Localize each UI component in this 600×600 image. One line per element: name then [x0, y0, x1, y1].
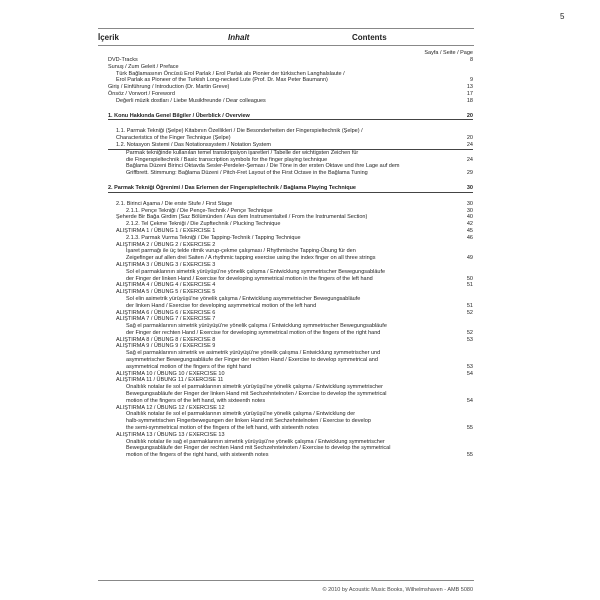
toc-entry: [108, 432, 473, 439]
toc-entry: [108, 262, 473, 269]
toc-entry-title: Bewegungsabläufe der Finger der rechten Hand mit Sechzehntelnoten / Exercise to develop the symmetrical: [126, 445, 391, 452]
toc-entry-title: Erol Parlak as Pioneer of the Turkish Long-necked Lute (Prof. Dr. Max Peter Baumann): [116, 77, 328, 84]
toc-entry: [108, 142, 473, 150]
toc-entry: [108, 84, 473, 91]
toc-entry-title: der Finger der linken Hand / Exercise for developing symmetrical motion in the fingers of the left hand: [126, 275, 373, 282]
toc-entry-page: 17: [466, 90, 473, 97]
toc-entry-title: Onaltılık notalar ile sağ el parmaklarının simetrik yürüyüşü'ne yönelik çalışma / Entwicklung symmetrischer: [126, 438, 385, 445]
toc-entry-title: ALIŞTIRMA 8 / ÜBUNG 8 / EXERCISE 8: [116, 336, 216, 343]
toc-entry-title: Şeherde Bir Bağa Girdim (Saz Bölümünden / Aus dem Instrumentalteil / From the Instrumental Section): [116, 214, 368, 221]
toc-entry: [108, 128, 473, 135]
page-number: 5: [560, 12, 565, 21]
toc-entry-title: halb-symmetrischen Fingerbewegungen der linken Hand mit Sechzehntelnoten / Exercise to develop: [126, 418, 371, 425]
toc-entry-page: 30: [466, 184, 473, 191]
toc-entry: [108, 439, 473, 446]
toc-entry-title: der Finger der rechten Hand / Exercise for developing symmetrical motion of the fingers of the right hand: [126, 329, 381, 336]
toc-entry-page: 53: [466, 336, 473, 343]
header-german: Inhalt: [228, 33, 250, 42]
toc-entry-page: 53: [466, 363, 473, 370]
toc-entry: [108, 289, 473, 296]
toc-entry-title: Sunuş / Zum Geleit / Preface: [108, 63, 179, 70]
toc-entry-title: Onaltılık notalar ile sol el parmaklarının simetrik yürüyüşü'ne yönelik çalışma / Entwicklung der: [126, 411, 356, 418]
toc-entry-title: ALIŞTIRMA 7 / ÜBUNG 7 / EXERCISE 7: [116, 316, 216, 323]
header-rule: [98, 45, 474, 46]
toc-entry-title: ALIŞTIRMA 6 / ÜBUNG 6 / EXERCISE 6: [116, 309, 216, 316]
toc-entry: [108, 170, 473, 177]
toc-entry-title: Önsöz / Vorwort / Foreword: [108, 90, 175, 97]
toc-entry-title: ALIŞTIRMA 13 / ÜBUNG 13 / EXERCISE 13: [116, 431, 225, 438]
toc-entry: [108, 350, 473, 357]
toc-entry-title: Griffbrett. Stimmung: Bağlama Düzeni / Pitch-Fret Layout of the First Octave in the Bağlama Tuning: [126, 170, 368, 177]
toc-entry-title: der linken Hand / Exercise for developing asymmetrical motion of the left hand: [126, 302, 317, 309]
toc-entry-page: 8: [469, 57, 473, 63]
toc-entry-title: 2.1.1. Pençe Tekniği / Die Pençe-Technik / Pençe Technique: [126, 207, 273, 214]
toc-entry-page: 30: [466, 200, 473, 207]
toc-entry-title: Zeigefinger auf allen drei Saiten / A rhythmic tapping exercise using the index finger on all three strings: [126, 255, 376, 262]
toc-entry-title: Sağ el parmaklarının simetrik ve asimetrik yürüyüşü'ne yönelik çalışma / Entwicklung symmetrischer und: [126, 350, 381, 357]
toc-entry-page: 20: [466, 135, 473, 142]
toc-entry: [108, 445, 473, 452]
toc-entry-title: the semi-symmetrical motion of the fingers of the left hand, with sixteenth notes: [126, 425, 319, 432]
toc-entry: [108, 357, 473, 364]
toc-entry-page: 54: [466, 370, 473, 377]
toc-entry-title: motion of the fingers of the left hand, with sixteenth notes: [126, 397, 266, 404]
toc-entry: [108, 323, 473, 330]
toc-entry-title: Giriş / Einführung / Introduction (Dr. Martin Greve): [108, 84, 230, 91]
toc-entry-title: Sol elin asimetrik yürüyüşü'ne yönelik çalışma / Entwicklung asymmetrischer Bewegungsabläufe: [126, 295, 361, 302]
toc-entry-page: 13: [466, 84, 473, 91]
toc-entry: [108, 71, 473, 78]
toc-entry-title: 2.1.2. Tel Çekme Tekniği / Die Zupftechnik / Plucking Technique: [126, 221, 281, 228]
toc-entry-page: 9: [469, 77, 473, 84]
toc-entry: [108, 91, 473, 98]
toc-entry-title: Değerli müzik dostları / Liebe Musikfreunde / Dear colleagues: [116, 97, 266, 104]
toc-entry-page: 51: [466, 302, 473, 309]
toc-entry: [108, 405, 473, 412]
toc-entry: [108, 163, 473, 170]
toc-entry: [108, 343, 473, 350]
header-english: Contents: [352, 33, 387, 42]
toc-entry: [108, 418, 473, 425]
toc-entry-title: die Fingerspieltechnik / Basic transcription symbols for the finger playing technique: [126, 156, 328, 163]
toc-entry: [108, 303, 473, 310]
toc-entry: [108, 135, 473, 142]
toc-entry: [108, 248, 473, 255]
toc-entry-page: 42: [466, 221, 473, 228]
toc-list: [108, 57, 473, 459]
toc-entry-title: Bağlama Düzeni Birinci Oktavda Sesler-Perdeler-Şeması / Die Töne in der ersten Oktave und ihre Lage auf dem: [126, 163, 400, 170]
toc-entry: [108, 452, 473, 459]
toc-entry: [108, 228, 473, 235]
toc-entry: [108, 221, 473, 228]
toc-entry-title: Sol el parmaklarının simetrik yürüyüşü'ne yönelik çalışma / Entwicklung symmetrischer Bewegungsabläufe: [126, 268, 386, 275]
toc-entry-page: 50: [466, 275, 473, 282]
toc-entry: [108, 384, 473, 391]
toc-entry: [108, 364, 473, 371]
toc-entry-title: İşaret parmağı ile üç telde ritmik vurup-çekme çalışması / Rhythmische Tapping-Übung für den: [126, 248, 356, 255]
toc-entry-page: 55: [466, 452, 473, 459]
toc-entry-title: 2.1.3. Parmak Vurma Tekniği / Die Tapping-Technik / Tapping Technique: [126, 234, 301, 241]
toc-entry-page: 54: [466, 397, 473, 404]
bottom-rule: [98, 580, 474, 581]
toc-entry-title: Sağ el parmaklarının simetrik yürüyüşü'ne yönelik çalışma / Entwicklung symmetrischer Bewegungsabläufe: [126, 323, 387, 330]
toc-entry: [108, 330, 473, 337]
toc-entry: [108, 255, 473, 262]
toc-entry: [108, 425, 473, 432]
toc-entry: [108, 113, 473, 121]
toc-entry-page: 55: [466, 425, 473, 432]
toc-entry-title: ALIŞTIRMA 2 / ÜBUNG 2 / EXERCISE 2: [116, 241, 216, 248]
toc-entry-title: ALIŞTIRMA 4 / ÜBUNG 4 / EXERCISE 4: [116, 282, 216, 289]
toc-entry-title: 1.2. Notasyon Sistemi / Das Notationssystem / Notation System: [116, 141, 271, 148]
toc-entry: [108, 235, 473, 242]
toc-entry: [108, 185, 473, 193]
toc-entry-page: 24: [466, 141, 473, 148]
toc-entry: [108, 98, 473, 105]
toc-entry-page: 51: [466, 282, 473, 289]
toc-entry-title: 1.1. Parmak Tekniği (Şelpe) Kitabının Özellikleri / Die Besonderheiten der Fingerspieltechnik (Şelpe) /: [116, 128, 363, 135]
toc-entry: [108, 57, 473, 64]
toc-entry: [108, 269, 473, 276]
toc-entry: [108, 398, 473, 405]
toc-entry-title: ALIŞTIRMA 11 / ÜBUNG 11 / EXERCISE 11: [116, 377, 224, 384]
page-column-label: Sayfa / Seite / Page: [424, 50, 473, 56]
toc-entry: [108, 157, 473, 164]
toc-entry-title: asymmetrical motion of the fingers of the right hand: [126, 363, 252, 370]
toc-entry-title: DVD-Tracks: [108, 57, 138, 63]
toc-entry: [108, 201, 473, 208]
toc-entry-title: ALIŞTIRMA 9 / ÜBUNG 9 / EXERCISE 9: [116, 343, 216, 350]
toc-entry-title: 1. Konu Hakkında Genel Bilgiler / Überblick / Overview: [108, 112, 250, 119]
toc-entry: [108, 411, 473, 418]
toc-entry-title: ALIŞTIRMA 3 / ÜBUNG 3 / EXERCISE 3: [116, 261, 216, 268]
toc-entry: [108, 208, 473, 215]
toc-entry-title: Türk Bağlamasının Öncüsü Erol Parlak / Erol Parlak als Pionier der türkischen Langhalslaute /: [116, 70, 345, 77]
toc-entry-title: asymmetrischer Bewegungsabläufe der Finger der rechten Hand / Exercise to develop symmetrical and: [126, 357, 378, 364]
toc-entry-page: 24: [466, 156, 473, 163]
footer-copyright: © 2010 by Acoustic Music Books, Wilhelmshaven - AMB 5080: [322, 587, 473, 593]
header-turkish: İçerik: [98, 33, 119, 42]
toc-entry-title: Bewegungsabläufe der Finger der linken Hand mit Sechzehntelnoten / Exercise to develop the symmetrical: [126, 391, 387, 398]
toc-entry: [108, 150, 473, 157]
toc-entry: [108, 214, 473, 221]
toc-entry-title: 2. Parmak Tekniği Öğrenimi / Das Erlernen der Fingerspieltechnik / Bağlama Playing Technique: [108, 184, 356, 191]
toc-entry-page: 46: [466, 234, 473, 241]
toc-entry-page: 49: [466, 255, 473, 262]
toc-entry-title: 2.1. Birinci Aşama / Die erste Stufe / First Stage: [116, 200, 233, 207]
toc-entry: [108, 64, 473, 71]
toc-entry: [108, 316, 473, 323]
top-rule: [98, 28, 474, 29]
toc-entry-page: 20: [466, 112, 473, 119]
toc-entry: [108, 296, 473, 303]
toc-entry-page: 40: [466, 214, 473, 221]
toc-entry-title: ALIŞTIRMA 10 / ÜBUNG 10 / EXERCISE 10: [116, 370, 225, 377]
toc-entry-page: 30: [466, 207, 473, 214]
toc-entry-title: ALIŞTIRMA 12 / ÜBUNG 12 / EXERCISE 12: [116, 404, 225, 411]
toc-entry-page: 29: [466, 170, 473, 177]
toc-entry-page: 45: [466, 227, 473, 234]
toc-entry-page: 52: [466, 309, 473, 316]
toc-entry-page: 52: [466, 329, 473, 336]
toc-entry-title: Parmak tekniğinde kullanılan temel transkripsiyon işaretleri / Tabelle der wichtigsten Zeichen für: [126, 149, 359, 156]
toc-entry: [108, 391, 473, 398]
toc-entry: [108, 77, 473, 84]
toc-entry-title: ALIŞTIRMA 1 / ÜBUNG 1 / EXERCISE 1: [116, 227, 216, 234]
toc-entry-title: Characteristics of the Finger Technique (Şelpe): [116, 135, 231, 142]
toc-entry-title: motion of the fingers of the right hand, with sixteenth notes: [126, 452, 269, 459]
toc-entry-title: ALIŞTIRMA 5 / ÜBUNG 5 / EXERCISE 5: [116, 289, 216, 296]
toc-entry-page: 18: [466, 97, 473, 104]
toc-entry-title: Onaltılık notalar ile sol el parmaklarının simetrik yürüyüşü'ne yönelik çalışma / Entwicklung symmetrischer: [126, 384, 383, 391]
toc-entry: [108, 377, 473, 384]
